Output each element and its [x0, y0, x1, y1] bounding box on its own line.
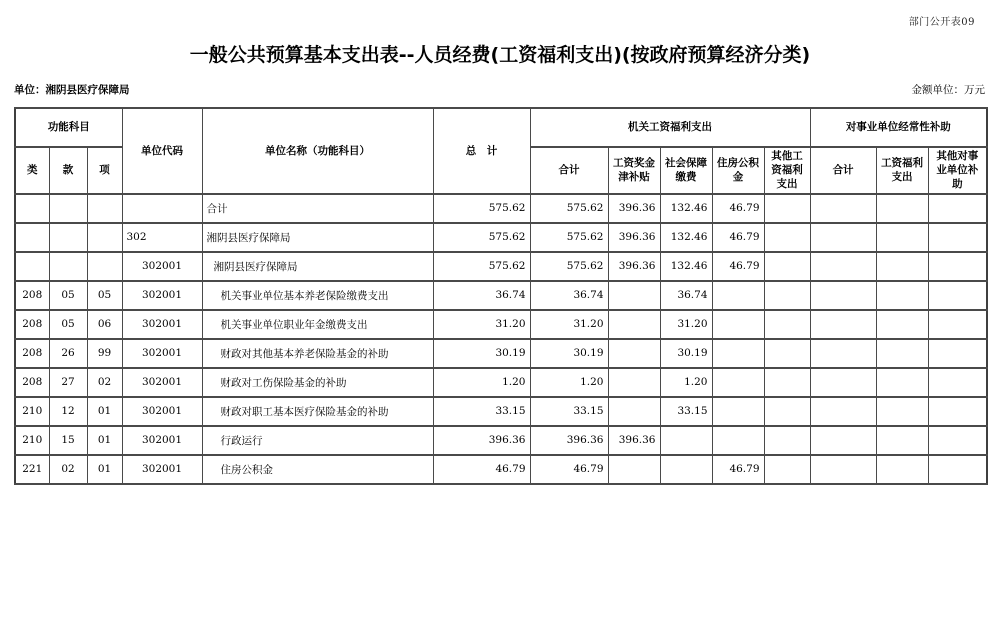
header-class: 类 [15, 147, 49, 194]
cell-inst-other-subsidy [928, 194, 987, 223]
cell-unit-code: 302001 [122, 310, 202, 339]
cell-housing-fund: 46.79 [712, 455, 764, 484]
cell-unit-code: 302001 [122, 397, 202, 426]
cell-grand-total: 30.19 [433, 339, 530, 368]
cell-section: 26 [49, 339, 87, 368]
cell-inst-wage-welfare [876, 194, 928, 223]
cell-grand-total: 33.15 [433, 397, 530, 426]
header-org-wage-group: 机关工资福利支出 [530, 108, 810, 147]
cell-inst-other-subsidy [928, 310, 987, 339]
meta-row [14, 82, 985, 97]
cell-section: 05 [49, 310, 87, 339]
table-row [15, 339, 987, 368]
cell-unit-code [122, 194, 202, 223]
cell-item [87, 223, 122, 252]
cell-housing-fund [712, 368, 764, 397]
header-item: 项 [87, 147, 122, 194]
cell-item: 01 [87, 397, 122, 426]
cell-grand-total: 46.79 [433, 455, 530, 484]
cell-other-wage-welfare [764, 252, 810, 281]
cell-section: 02 [49, 455, 87, 484]
cell-unit-name: 住房公积金 [202, 455, 433, 484]
cell-grand-total: 575.62 [433, 223, 530, 252]
cell-org-total: 575.62 [530, 252, 608, 281]
table-header [15, 108, 987, 194]
cell-other-wage-welfare [764, 339, 810, 368]
cell-inst-other-subsidy [928, 252, 987, 281]
cell-unit-name: 财政对工伤保险基金的补助 [202, 368, 433, 397]
cell-wage-bonus: 396.36 [608, 426, 660, 455]
cell-inst-other-subsidy [928, 368, 987, 397]
cell-housing-fund [712, 310, 764, 339]
cell-class: 210 [15, 426, 49, 455]
cell-section: 27 [49, 368, 87, 397]
cell-wage-bonus [608, 310, 660, 339]
cell-org-total: 1.20 [530, 368, 608, 397]
cell-inst-wage-welfare [876, 223, 928, 252]
cell-org-total: 575.62 [530, 194, 608, 223]
cell-social-security: 132.46 [660, 252, 712, 281]
cell-wage-bonus: 396.36 [608, 252, 660, 281]
cell-org-total: 575.62 [530, 223, 608, 252]
table-row [15, 223, 987, 252]
cell-grand-total: 575.62 [433, 194, 530, 223]
cell-other-wage-welfare [764, 310, 810, 339]
cell-section: 05 [49, 281, 87, 310]
cell-inst-wage-welfare [876, 368, 928, 397]
table-row [15, 310, 987, 339]
header-unit-code: 单位代码 [122, 108, 202, 194]
cell-housing-fund: 46.79 [712, 223, 764, 252]
cell-class: 221 [15, 455, 49, 484]
cell-class: 208 [15, 368, 49, 397]
cell-unit-code: 302 [122, 223, 202, 252]
cell-unit-name: 机关事业单位基本养老保险缴费支出 [202, 281, 433, 310]
cell-inst-total [810, 397, 876, 426]
header-wage-bonus: 工资奖金津补贴 [608, 147, 660, 194]
cell-inst-wage-welfare [876, 339, 928, 368]
cell-unit-code: 302001 [122, 455, 202, 484]
cell-wage-bonus: 396.36 [608, 223, 660, 252]
cell-other-wage-welfare [764, 455, 810, 484]
cell-housing-fund: 46.79 [712, 194, 764, 223]
cell-wage-bonus [608, 339, 660, 368]
cell-unit-name: 财政对职工基本医疗保险基金的补助 [202, 397, 433, 426]
cell-section: 15 [49, 426, 87, 455]
cell-class [15, 252, 49, 281]
cell-item: 02 [87, 368, 122, 397]
cell-wage-bonus [608, 455, 660, 484]
cell-social-security: 1.20 [660, 368, 712, 397]
cell-unit-name: 湘阴县医疗保障局 [202, 252, 433, 281]
cell-item [87, 194, 122, 223]
header-other-wage-welfare: 其他工资福利支出 [764, 147, 810, 194]
cell-other-wage-welfare [764, 426, 810, 455]
cell-unit-code: 302001 [122, 252, 202, 281]
cell-social-security [660, 455, 712, 484]
header-housing-fund: 住房公积金 [712, 147, 764, 194]
cell-class: 210 [15, 397, 49, 426]
cell-other-wage-welfare [764, 368, 810, 397]
cell-social-security: 132.46 [660, 223, 712, 252]
cell-grand-total: 575.62 [433, 252, 530, 281]
header-inst-other-subsidy: 其他对事业单位补助 [928, 147, 987, 194]
cell-unit-code: 302001 [122, 339, 202, 368]
table-body [15, 194, 987, 484]
cell-class [15, 223, 49, 252]
cell-unit-code: 302001 [122, 368, 202, 397]
cell-org-total: 33.15 [530, 397, 608, 426]
cell-inst-total [810, 223, 876, 252]
cell-housing-fund [712, 397, 764, 426]
cell-inst-total [810, 310, 876, 339]
cell-section: 12 [49, 397, 87, 426]
cell-inst-total [810, 281, 876, 310]
cell-item: 01 [87, 455, 122, 484]
cell-item [87, 252, 122, 281]
cell-inst-total [810, 339, 876, 368]
cell-other-wage-welfare [764, 397, 810, 426]
cell-inst-other-subsidy [928, 339, 987, 368]
cell-social-security: 33.15 [660, 397, 712, 426]
cell-inst-other-subsidy [928, 455, 987, 484]
cell-inst-wage-welfare [876, 426, 928, 455]
cell-org-total: 46.79 [530, 455, 608, 484]
cell-grand-total: 31.20 [433, 310, 530, 339]
cell-item: 05 [87, 281, 122, 310]
cell-section [49, 252, 87, 281]
cell-inst-wage-welfare [876, 455, 928, 484]
cell-housing-fund [712, 339, 764, 368]
table-row [15, 281, 987, 310]
cell-inst-other-subsidy [928, 281, 987, 310]
table-row [15, 252, 987, 281]
cell-other-wage-welfare [764, 281, 810, 310]
cell-item: 01 [87, 426, 122, 455]
cell-social-security: 31.20 [660, 310, 712, 339]
cell-social-security: 36.74 [660, 281, 712, 310]
cell-unit-code: 302001 [122, 426, 202, 455]
cell-inst-wage-welfare [876, 397, 928, 426]
cell-unit-name: 合计 [202, 194, 433, 223]
cell-org-total: 31.20 [530, 310, 608, 339]
cell-other-wage-welfare [764, 194, 810, 223]
cell-housing-fund [712, 281, 764, 310]
amount-unit-label: 金额单位：万元 [911, 84, 985, 96]
cell-housing-fund [712, 426, 764, 455]
header-section: 款 [49, 147, 87, 194]
table-row [15, 455, 987, 484]
cell-section [49, 194, 87, 223]
cell-class: 208 [15, 310, 49, 339]
cell-inst-wage-welfare [876, 281, 928, 310]
cell-housing-fund: 46.79 [712, 252, 764, 281]
header-org-total: 合计 [530, 147, 608, 194]
cell-section [49, 223, 87, 252]
page-title: 一般公共预算基本支出表--人员经费(工资福利支出)(按政府预算经济分类) [189, 44, 811, 66]
cell-unit-name: 财政对其他基本养老保险基金的补助 [202, 339, 433, 368]
cell-grand-total: 396.36 [433, 426, 530, 455]
table-row [15, 397, 987, 426]
cell-social-security [660, 426, 712, 455]
cell-class: 208 [15, 281, 49, 310]
cell-inst-total [810, 455, 876, 484]
cell-item: 06 [87, 310, 122, 339]
cell-wage-bonus: 396.36 [608, 194, 660, 223]
table-row [15, 368, 987, 397]
cell-inst-total [810, 252, 876, 281]
header-inst-total: 合计 [810, 147, 876, 194]
cell-org-total: 396.36 [530, 426, 608, 455]
header-grand-total: 总 计 [433, 108, 530, 194]
header-unit-name: 单位名称（功能科目） [202, 108, 433, 194]
cell-inst-other-subsidy [928, 397, 987, 426]
cell-inst-other-subsidy [928, 426, 987, 455]
cell-class [15, 194, 49, 223]
cell-other-wage-welfare [764, 223, 810, 252]
header-inst-wage-welfare: 工资福利支出 [876, 147, 928, 194]
cell-item: 99 [87, 339, 122, 368]
cell-inst-total [810, 194, 876, 223]
cell-unit-name: 机关事业单位职业年金缴费支出 [202, 310, 433, 339]
cell-inst-other-subsidy [928, 223, 987, 252]
cell-unit-code: 302001 [122, 281, 202, 310]
cell-social-security: 30.19 [660, 339, 712, 368]
cell-class: 208 [15, 339, 49, 368]
cell-wage-bonus [608, 397, 660, 426]
cell-grand-total: 36.74 [433, 281, 530, 310]
cell-org-total: 30.19 [530, 339, 608, 368]
cell-org-total: 36.74 [530, 281, 608, 310]
doc-label: 部门公开表09 [908, 17, 975, 28]
cell-inst-total [810, 426, 876, 455]
cell-wage-bonus [608, 368, 660, 397]
cell-social-security: 132.46 [660, 194, 712, 223]
cell-unit-name: 湘阴县医疗保障局 [202, 223, 433, 252]
cell-inst-wage-welfare [876, 310, 928, 339]
table-row [15, 194, 987, 223]
cell-unit-name: 行政运行 [202, 426, 433, 455]
cell-grand-total: 1.20 [433, 368, 530, 397]
cell-inst-wage-welfare [876, 252, 928, 281]
table-row [15, 426, 987, 455]
cell-inst-total [810, 368, 876, 397]
header-inst-subsidy-group: 对事业单位经常性补助 [810, 108, 987, 147]
budget-table [14, 107, 988, 485]
unit-label: 单位：湘阴县医疗保障局 [14, 84, 130, 96]
cell-wage-bonus [608, 281, 660, 310]
header-social-security: 社会保障缴费 [660, 147, 712, 194]
header-functional-subject: 功能科目 [15, 108, 122, 147]
